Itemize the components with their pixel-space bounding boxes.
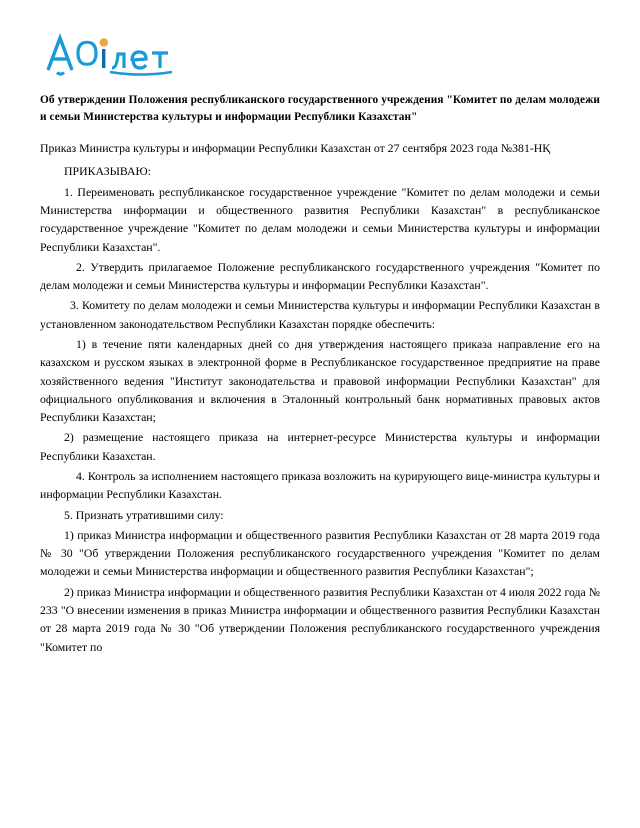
paragraph-5-sub-2: 2) приказ Министра информации и общественного развития Республики Казахстан от 4 июля 2022 года № 233 "О внесении изменения в приказ Министра информации и общественного развития Республики Казахстан от 28 марта 2019 года № 30 "Об утверждении Положения республиканского государственного учреждения "Комитет по <box>40 584 600 654</box>
paragraph-3-sub-1: 1) в течение пяти календарных дней со дня утверждения настоящего приказа направление его на казахском и русском языках в электронной форме в Республиканское государственное предприятие на праве хозяйственного ведения "Институт законодательства и правовой информации Республики Казахстан" для официального опубликования и включения в Эталонный контрольный банк нормативных правовых актов Республики Казахстан; <box>40 337 600 425</box>
order-keyword: ПРИКАЗЫВАЮ: <box>64 164 151 179</box>
paragraph-4: 4. Контроль за исполнением настоящего приказа возложить на курирующего вице-министра культуры и информации Республики Казахстан. <box>40 468 600 502</box>
adilet-logo-icon <box>40 31 190 77</box>
document-title: Об утверждении Положения республиканского государственного учреждения "Комитет по делам молодежи и семьи Министерства культуры и информации Республики Казахстан" <box>40 94 600 123</box>
adilet-logo[interactable] <box>40 31 190 77</box>
paragraph-3: 3. Комитету по делам молодежи и семьи Министерства культуры и информации Республики Казахстан в установленном законодательством Республики Казахстан порядке обеспечить: <box>40 298 600 331</box>
site-logo-container[interactable] <box>40 26 600 82</box>
paragraph-5: 5. Признать утратившими силу: <box>64 507 224 522</box>
document-reference: Приказ Министра культуры и информации Республики Казахстан от 27 сентября 2023 года №381-НҚ <box>40 141 551 156</box>
paragraph-1: 1. Переименовать республиканское государственное учреждение "Комитет по делам молодежи и семьи Министерства информации и общественного развития Республики Казахстан" в республиканское государственное учреждение "Комитет по делам молодежи и семьи Министерства культуры и информации Республики Казахстан". <box>40 184 600 254</box>
paragraph-5-sub-1: 1) приказ Министра информации и общественного развития Республики Казахстан от 28 марта 2019 года № 30 "Об утверждении Положения республиканского государственного учреждения "Комитет по делам молодежи и семьи Министерства информации и общественного развития Республики Казахстан"; <box>40 527 600 579</box>
paragraph-3-sub-2: 2) размещение настоящего приказа на интернет-ресурсе Министерства культуры и информации Республики Казахстан. <box>40 430 600 463</box>
paragraph-2: 2. Утвердить прилагаемое Положение республиканского государственного учреждения "Комитет по делам молодежи и семьи Министерства культуры и информации Республики Казахстан". <box>40 259 600 293</box>
